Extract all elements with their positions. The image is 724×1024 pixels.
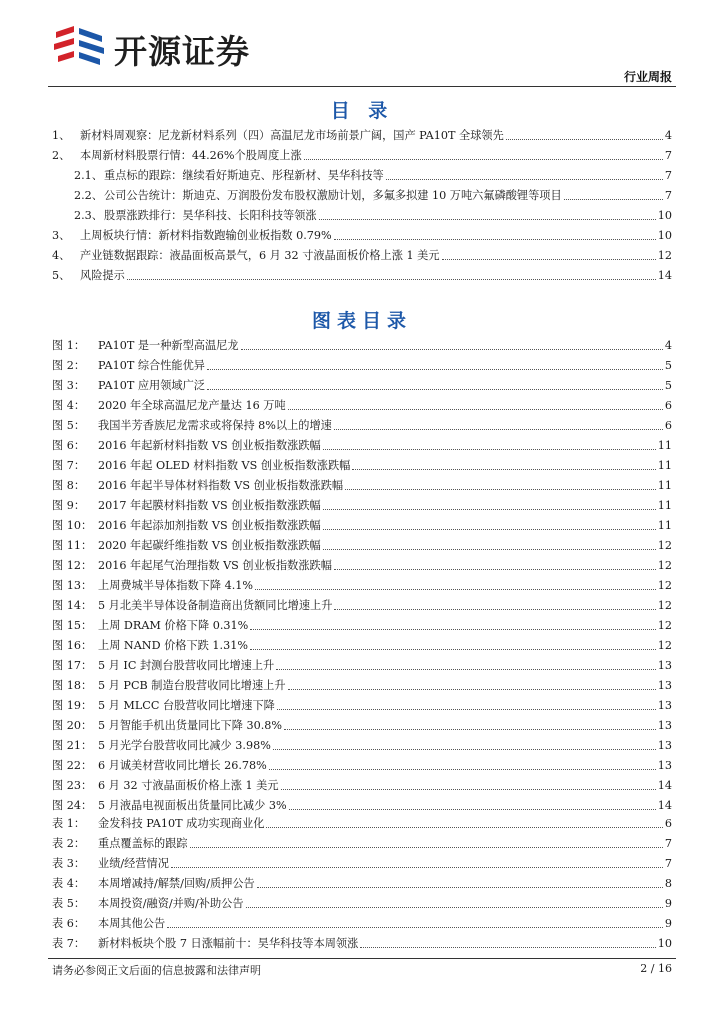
entry-page-number: 10 <box>657 209 672 222</box>
entry-page-number: 12 <box>657 599 672 612</box>
toc-entry[interactable] <box>52 184 672 204</box>
entry-title: 6 月诚美材营收同比增长 26.78% <box>98 759 267 772</box>
figure-entry[interactable] <box>52 554 672 574</box>
entry-title: 2020 年起碳纤维指数 VS 创业板指数涨跌幅 <box>98 539 321 552</box>
entry-number: 表 4： <box>52 877 86 890</box>
entry-number: 图 20： <box>52 719 93 732</box>
figure-entry[interactable] <box>52 654 672 674</box>
figure-entry[interactable] <box>52 454 672 474</box>
entry-title: 5 月光学台股营收同比减少 3.98% <box>98 739 271 752</box>
page-header <box>0 0 724 92</box>
entry-number: 图 18： <box>52 679 93 692</box>
toc-list <box>52 124 672 284</box>
entry-number: 2.3、 <box>74 209 103 222</box>
figure-entry[interactable] <box>52 594 672 614</box>
entry-page-number: 13 <box>657 719 672 732</box>
entry-number: 2.2、 <box>74 189 103 202</box>
entry-number: 图 9： <box>52 499 86 512</box>
entry-page-number: 14 <box>657 799 672 812</box>
entry-page-number: 14 <box>657 779 672 792</box>
table-entry[interactable] <box>52 912 672 932</box>
entry-title: 2016 年起半导体材料指数 VS 创业板指数涨跌幅 <box>98 479 344 492</box>
entry-page-number: 13 <box>657 699 672 712</box>
figure-entry[interactable] <box>52 534 672 554</box>
entry-title: 重点覆盖标的跟踪 <box>98 837 188 850</box>
entry-number: 1、 <box>52 129 71 142</box>
entry-page-number: 13 <box>657 679 672 692</box>
entry-title: PA10T 综合性能优异 <box>98 359 205 372</box>
brand-logo-icon <box>52 22 108 70</box>
figure-entry[interactable] <box>52 714 672 734</box>
entry-page-number: 7 <box>664 189 672 202</box>
figure-entry[interactable] <box>52 694 672 714</box>
entry-title: 5 月北美半导体设备制造商出货额同比增速上升 <box>98 599 333 612</box>
entry-number: 图 19： <box>52 699 93 712</box>
entry-page-number: 11 <box>657 479 672 492</box>
entry-page-number: 6 <box>664 419 672 432</box>
dot-leader <box>257 887 663 888</box>
dot-leader <box>288 689 656 690</box>
entry-title: 业绩/经营情况 <box>98 857 169 870</box>
entry-title: 本周增减持/解禁/回购/质押公告 <box>98 877 255 890</box>
entry-title: 公司公告统计：斯迪克、万润股份发布股权激励计划，多氟多拟建 10 万吨六氟磷酸锂等项目 <box>104 189 562 202</box>
dot-leader <box>323 449 656 450</box>
toc-entry[interactable] <box>52 244 672 264</box>
entry-title: 2016 年起添加剂指数 VS 创业板指数涨跌幅 <box>98 519 321 532</box>
entry-title: 上周 NAND 价格下跌 1.31% <box>98 639 248 652</box>
entry-number: 图 22： <box>52 759 93 772</box>
entry-page-number: 12 <box>657 579 672 592</box>
entry-number: 5、 <box>52 269 71 282</box>
entry-title: 产业链数据跟踪：液晶面板高景气，6 月 32 寸液晶面板价格上涨 1 美元 <box>80 249 440 262</box>
dot-leader <box>171 867 663 868</box>
entry-title: 股票涨跌排行：昊华科技、长阳科技等领涨 <box>104 209 317 222</box>
dot-leader <box>241 349 663 350</box>
entry-page-number: 12 <box>657 249 672 262</box>
dot-leader <box>167 927 663 928</box>
entry-page-number: 5 <box>664 359 672 372</box>
entry-number: 图 16： <box>52 639 93 652</box>
entry-page-number: 12 <box>657 539 672 552</box>
entry-page-number: 12 <box>657 639 672 652</box>
entry-title: 新材料板块个股 7 日涨幅前十：昊华科技等本周领涨 <box>98 937 359 950</box>
dot-leader <box>250 649 656 650</box>
toc-entry[interactable] <box>52 204 672 224</box>
entry-page-number: 13 <box>657 759 672 772</box>
entry-title: 5 月智能手机出货量同比下降 30.8% <box>98 719 283 732</box>
entry-number: 图 2： <box>52 359 86 372</box>
table-entry[interactable] <box>52 892 672 912</box>
dot-leader <box>289 809 656 810</box>
dot-leader <box>273 749 656 750</box>
entry-title: 5 月 MLCC 台股营收同比增速下降 <box>98 699 275 712</box>
entry-page-number: 13 <box>657 739 672 752</box>
entry-title: 本周新材料股票行情：44.26%个股周度上涨 <box>80 149 302 162</box>
dot-leader <box>266 827 662 828</box>
entry-number: 表 1： <box>52 817 86 830</box>
entry-number: 2、 <box>52 149 71 162</box>
dot-leader <box>334 429 663 430</box>
figure-entry[interactable] <box>52 494 672 514</box>
entry-title: 上周费城半导体指数下降 4.1% <box>98 579 254 592</box>
header-divider <box>48 86 676 87</box>
dot-leader <box>319 219 656 220</box>
entry-page-number: 7 <box>664 837 672 850</box>
dot-leader <box>207 369 663 370</box>
entry-title: 本周投资/融资/并购/补助公告 <box>98 897 244 910</box>
entry-number: 图 14： <box>52 599 93 612</box>
entry-title: 金发科技 PA10T 成功实现商业化 <box>98 817 265 830</box>
entry-page-number: 4 <box>664 129 672 142</box>
footer-disclaimer: 请务必参阅正文后面的信息披露和法律声明 <box>52 964 261 977</box>
figure-entry[interactable] <box>52 734 672 754</box>
dot-leader <box>304 159 663 160</box>
entry-title: 2016 年起新材料指数 VS 创业板指数涨跌幅 <box>98 439 321 452</box>
entry-title: 重点标的跟踪：继续看好斯迪克、彤程新材、昊华科技等 <box>104 169 384 182</box>
figure-entry[interactable] <box>52 794 672 814</box>
figure-entry[interactable] <box>52 474 672 494</box>
figure-entry[interactable] <box>52 414 672 434</box>
entry-page-number: 11 <box>657 499 672 512</box>
entry-title: 2016 年起尾气治理指数 VS 创业板指数涨跌幅 <box>98 559 332 572</box>
toc-title: 目 录 <box>330 100 394 122</box>
dot-leader <box>360 947 655 948</box>
entry-page-number: 10 <box>657 229 672 242</box>
entry-number: 图 12： <box>52 559 93 572</box>
table-entry[interactable] <box>52 872 672 892</box>
entry-number: 图 7： <box>52 459 86 472</box>
figure-entry[interactable] <box>52 334 672 354</box>
figures-list <box>52 334 672 814</box>
table-entry[interactable] <box>52 932 672 952</box>
entry-number: 图 1： <box>52 339 86 352</box>
entry-number: 2.1、 <box>74 169 103 182</box>
dot-leader <box>334 239 656 240</box>
figure-entry[interactable] <box>52 754 672 774</box>
entry-page-number: 14 <box>657 269 672 282</box>
dot-leader <box>564 199 663 200</box>
dot-leader <box>190 847 663 848</box>
dot-leader <box>255 589 656 590</box>
entry-title: 新材料周观察：尼龙新材料系列（四）高温尼龙市场前景广阔，国产 PA10T 全球领先 <box>80 129 504 142</box>
entry-number: 图 11： <box>52 539 93 552</box>
entry-page-number: 6 <box>664 817 672 830</box>
table-entry[interactable] <box>52 832 672 852</box>
entry-number: 表 3： <box>52 857 86 870</box>
dot-leader <box>323 529 656 530</box>
dot-leader <box>334 569 656 570</box>
dot-leader <box>284 729 656 730</box>
toc-entry[interactable] <box>52 224 672 244</box>
entry-number: 图 8： <box>52 479 86 492</box>
dot-leader <box>288 409 663 410</box>
dot-leader <box>276 669 656 670</box>
entry-number: 图 3： <box>52 379 86 392</box>
entry-page-number: 12 <box>657 559 672 572</box>
figure-entry[interactable] <box>52 434 672 454</box>
figure-entry[interactable] <box>52 574 672 594</box>
dot-leader <box>386 179 663 180</box>
entry-title: 6 月 32 寸液晶面板价格上涨 1 美元 <box>98 779 279 792</box>
dot-leader <box>352 469 655 470</box>
entry-title: PA10T 应用领域广泛 <box>98 379 205 392</box>
entry-number: 图 15： <box>52 619 93 632</box>
figure-entry[interactable] <box>52 634 672 654</box>
entry-title: 5 月液晶电视面板出货量同比减少 3% <box>98 799 287 812</box>
entry-title: 5 月 IC 封测台股营收同比增速上升 <box>98 659 275 672</box>
dot-leader <box>127 279 656 280</box>
dot-leader <box>281 789 656 790</box>
brand-name: 开源证券 <box>114 32 250 71</box>
entry-number: 3、 <box>52 229 71 242</box>
entry-title: 风险提示 <box>80 269 125 282</box>
table-entry[interactable] <box>52 852 672 872</box>
dot-leader <box>442 259 656 260</box>
entry-title: 2020 年全球高温尼龙产量达 16 万吨 <box>98 399 286 412</box>
entry-title: 上周 DRAM 价格下降 0.31% <box>98 619 249 632</box>
entry-page-number: 7 <box>664 169 672 182</box>
entry-number: 图 4： <box>52 399 86 412</box>
toc-entry[interactable] <box>52 164 672 184</box>
figure-entry[interactable] <box>52 514 672 534</box>
entry-page-number: 13 <box>657 659 672 672</box>
entry-number: 图 6： <box>52 439 86 452</box>
entry-title: 2016 年起 OLED 材料指数 VS 创业板指数涨跌幅 <box>98 459 351 472</box>
brand-logo <box>52 22 292 70</box>
entry-page-number: 11 <box>657 519 672 532</box>
toc-entry[interactable] <box>52 124 672 144</box>
entry-page-number: 11 <box>657 459 672 472</box>
entry-title: 本周其他公告 <box>98 917 166 930</box>
entry-page-number: 11 <box>657 439 672 452</box>
dot-leader <box>246 907 663 908</box>
dot-leader <box>269 769 656 770</box>
entry-page-number: 12 <box>657 619 672 632</box>
entry-title: 上周板块行情：新材料指数跑输创业板指数 0.79% <box>80 229 332 242</box>
figure-entry[interactable] <box>52 374 672 394</box>
entry-number: 表 5： <box>52 897 86 910</box>
figure-entry[interactable] <box>52 674 672 694</box>
dot-leader <box>323 549 656 550</box>
entry-number: 图 21： <box>52 739 93 752</box>
table-entry[interactable] <box>52 812 672 832</box>
entry-number: 图 23： <box>52 779 93 792</box>
figure-entry[interactable] <box>52 774 672 794</box>
entry-page-number: 6 <box>664 399 672 412</box>
figure-entry[interactable] <box>52 354 672 374</box>
figure-entry[interactable] <box>52 394 672 414</box>
toc-entry[interactable] <box>52 264 672 284</box>
entry-title: 5 月 PCB 制造台股营收同比增速上升 <box>98 679 286 692</box>
entry-number: 图 24： <box>52 799 93 812</box>
entry-page-number: 9 <box>664 917 672 930</box>
footer-divider <box>48 958 676 959</box>
figures-title: 图表目录 <box>311 310 412 332</box>
entry-page-number: 4 <box>664 339 672 352</box>
entry-number: 表 2： <box>52 837 86 850</box>
report-type-label: 行业周报 <box>623 70 672 84</box>
entry-number: 图 13： <box>52 579 93 592</box>
entry-page-number: 10 <box>657 937 672 950</box>
entry-number: 图 10： <box>52 519 93 532</box>
footer-page-indicator: 2 / 16 <box>640 962 672 975</box>
entry-page-number: 8 <box>664 877 672 890</box>
dot-leader <box>506 139 663 140</box>
dot-leader <box>334 609 655 610</box>
entry-number: 4、 <box>52 249 71 262</box>
entry-number: 表 6： <box>52 917 86 930</box>
entry-number: 图 5： <box>52 419 86 432</box>
dot-leader <box>207 389 663 390</box>
dot-leader <box>323 509 656 510</box>
figure-entry[interactable] <box>52 614 672 634</box>
entry-page-number: 7 <box>664 857 672 870</box>
entry-title: PA10T 是一种新型高温尼龙 <box>98 339 239 352</box>
entry-title: 我国半芳香族尼龙需求或将保持 8%以上的增速 <box>98 419 332 432</box>
entry-title: 2017 年起膜材料指数 VS 创业板指数涨跌幅 <box>98 499 321 512</box>
dot-leader <box>250 629 655 630</box>
entry-page-number: 5 <box>664 379 672 392</box>
tables-list <box>52 812 672 952</box>
entry-number: 图 17： <box>52 659 93 672</box>
entry-page-number: 7 <box>664 149 672 162</box>
entry-number: 表 7： <box>52 937 86 950</box>
dot-leader <box>277 709 656 710</box>
entry-page-number: 9 <box>664 897 672 910</box>
dot-leader <box>345 489 656 490</box>
toc-entry[interactable] <box>52 144 672 164</box>
